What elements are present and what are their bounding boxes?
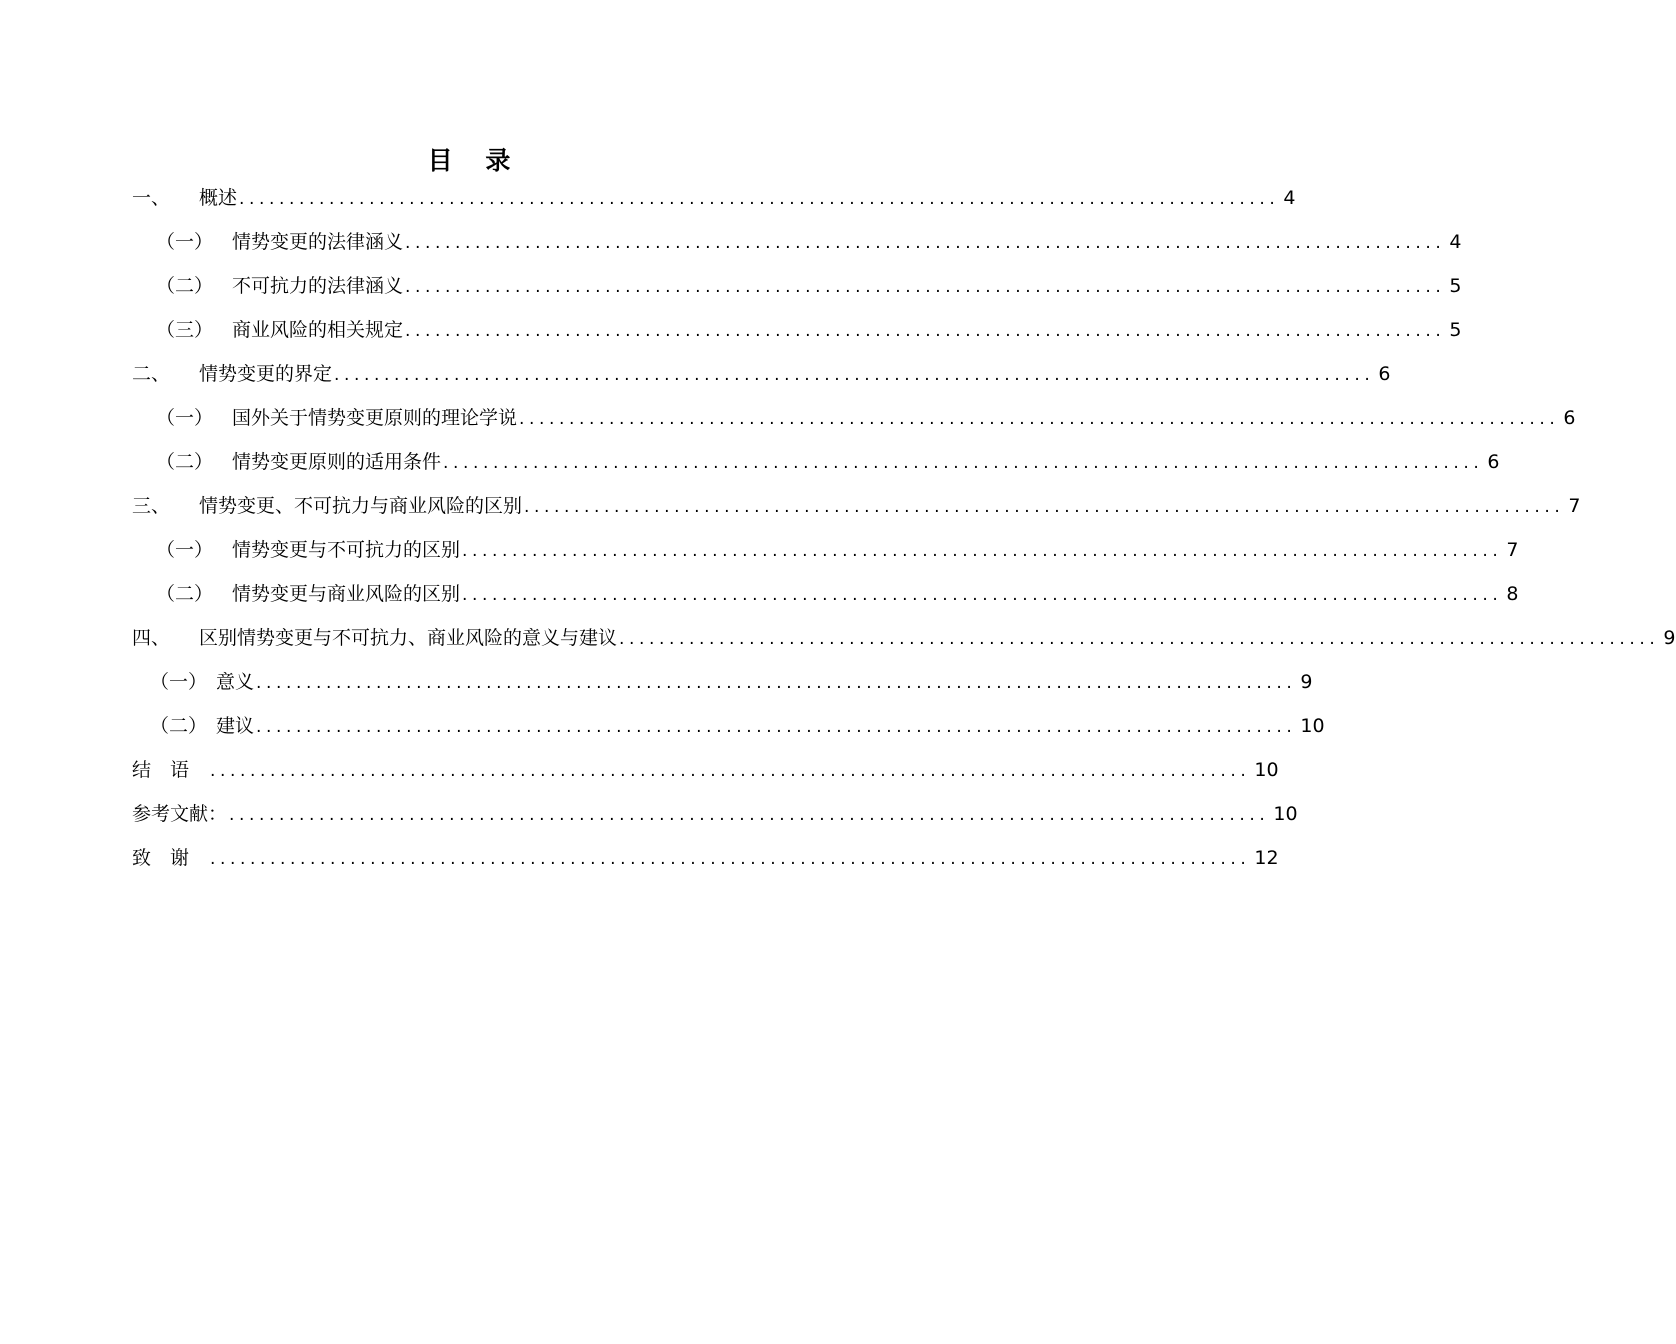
toc-entry-3-2[interactable] — [132, 572, 1519, 616]
dot-leader: ........................................................................................................ — [405, 321, 1446, 341]
toc-entry-number: （二） — [156, 275, 214, 297]
toc-entry-number: （一） — [156, 407, 214, 429]
dot-leader: ........................................................................................................ — [524, 497, 1565, 517]
toc-entry-text: 情势变更与商业风险的区别 — [232, 583, 461, 605]
toc-entry-acknowledgements[interactable] — [132, 836, 1279, 880]
toc-entry-text: 情势变更原则的适用条件 — [232, 451, 442, 473]
toc-entry-number: （二） — [156, 583, 214, 605]
toc-entry-text: 情势变更与不可抗力的区别 — [232, 539, 461, 561]
toc-entry-number: （三） — [156, 319, 214, 341]
toc-entry-2[interactable] — [132, 352, 1391, 396]
toc-entry-number: 四、 — [132, 627, 171, 649]
toc-entry-1-2[interactable] — [132, 264, 1462, 308]
toc-entry-text: 国外关于情势变更原则的理论学说 — [232, 407, 518, 429]
dot-leader: ........................................................................................................ — [519, 409, 1560, 429]
toc-entry-conclusion[interactable] — [132, 748, 1279, 792]
toc-entry-4[interactable] — [132, 616, 1676, 660]
dot-leader: ........................................................................................................ — [256, 673, 1297, 693]
toc-entry-number: （一） — [150, 671, 208, 693]
dot-leader: ........................................................................................................ — [462, 585, 1503, 605]
toc-entry-3-1[interactable] — [132, 528, 1519, 572]
toc-entry-text: 情势变更的界定 — [199, 363, 333, 385]
dot-leader: ........................................................................................................ — [334, 365, 1375, 385]
toc-entry-page: 7 — [1506, 539, 1519, 561]
toc-entry-text: 参考文献： — [132, 803, 228, 825]
toc-entry-page: 9 — [1663, 627, 1676, 649]
dot-leader: ........................................................................................................ — [229, 805, 1270, 825]
toc-entry-number: （一） — [156, 539, 214, 561]
toc-entry-number: 一、 — [132, 187, 171, 209]
toc-entry-text: 情势变更的法律涵义 — [232, 231, 404, 253]
toc-entry-4-2[interactable] — [132, 704, 1325, 748]
toc-list — [132, 176, 1676, 880]
toc-entry-1-1[interactable] — [132, 220, 1462, 264]
toc-entry-4-1[interactable] — [132, 660, 1313, 704]
toc-entry-number: 二、 — [132, 363, 171, 385]
toc-entry-number: （一） — [156, 231, 214, 253]
toc-entry-number: （二） — [156, 451, 214, 473]
toc-entry-page: 4 — [1449, 231, 1462, 253]
toc-entry-2-2[interactable] — [132, 440, 1500, 484]
dot-leader: ........................................................................................................ — [256, 717, 1297, 737]
toc-entry-number: 三、 — [132, 495, 171, 517]
toc-entry-page: 8 — [1506, 583, 1519, 605]
toc-entry-references[interactable] — [132, 792, 1298, 836]
toc-entry-3[interactable] — [132, 484, 1581, 528]
toc-entry-text: 概述 — [199, 187, 238, 209]
toc-entry-text: 意义 — [216, 671, 255, 693]
dot-leader: ........................................................................................................ — [210, 849, 1251, 869]
toc-entry-page: 5 — [1449, 275, 1462, 297]
toc-entry-1-3[interactable] — [132, 308, 1462, 352]
toc-entry-text: 建议 — [216, 715, 255, 737]
toc-entry-text: 结语 — [132, 759, 209, 781]
toc-entry-text: 情势变更、不可抗力与商业风险的区别 — [199, 495, 523, 517]
toc-entry-page: 5 — [1449, 319, 1462, 341]
toc-entry-page: 6 — [1487, 451, 1500, 473]
toc-entry-page: 6 — [1563, 407, 1576, 429]
toc-entry-page: 4 — [1283, 187, 1296, 209]
toc-entry-text: 不可抗力的法律涵义 — [232, 275, 404, 297]
toc-entry-text: 致谢 — [132, 847, 209, 869]
dot-leader: ........................................................................................................ — [619, 629, 1660, 649]
toc-entry-page: 6 — [1378, 363, 1391, 385]
dot-leader: ........................................................................................................ — [405, 277, 1446, 297]
toc-entry-page: 12 — [1254, 847, 1279, 869]
dot-leader: ........................................................................................................ — [210, 761, 1251, 781]
toc-title: 目 录 — [427, 146, 523, 175]
toc-entry-text: 商业风险的相关规定 — [232, 319, 404, 341]
toc-entry-page: 10 — [1273, 803, 1298, 825]
dot-leader: ........................................................................................................ — [443, 453, 1484, 473]
toc-entry-1[interactable] — [132, 176, 1296, 220]
dot-leader: ........................................................................................................ — [405, 233, 1446, 253]
toc-entry-page: 9 — [1300, 671, 1313, 693]
toc-entry-2-1[interactable] — [132, 396, 1576, 440]
dot-leader: ........................................................................................................ — [239, 189, 1280, 209]
toc-entry-page: 7 — [1568, 495, 1581, 517]
toc-entry-page: 10 — [1254, 759, 1279, 781]
toc-entry-text: 区别情势变更与不可抗力、商业风险的意义与建议 — [199, 627, 618, 649]
toc-entry-number: （二） — [150, 715, 208, 737]
toc-entry-page: 10 — [1300, 715, 1325, 737]
dot-leader: ........................................................................................................ — [462, 541, 1503, 561]
